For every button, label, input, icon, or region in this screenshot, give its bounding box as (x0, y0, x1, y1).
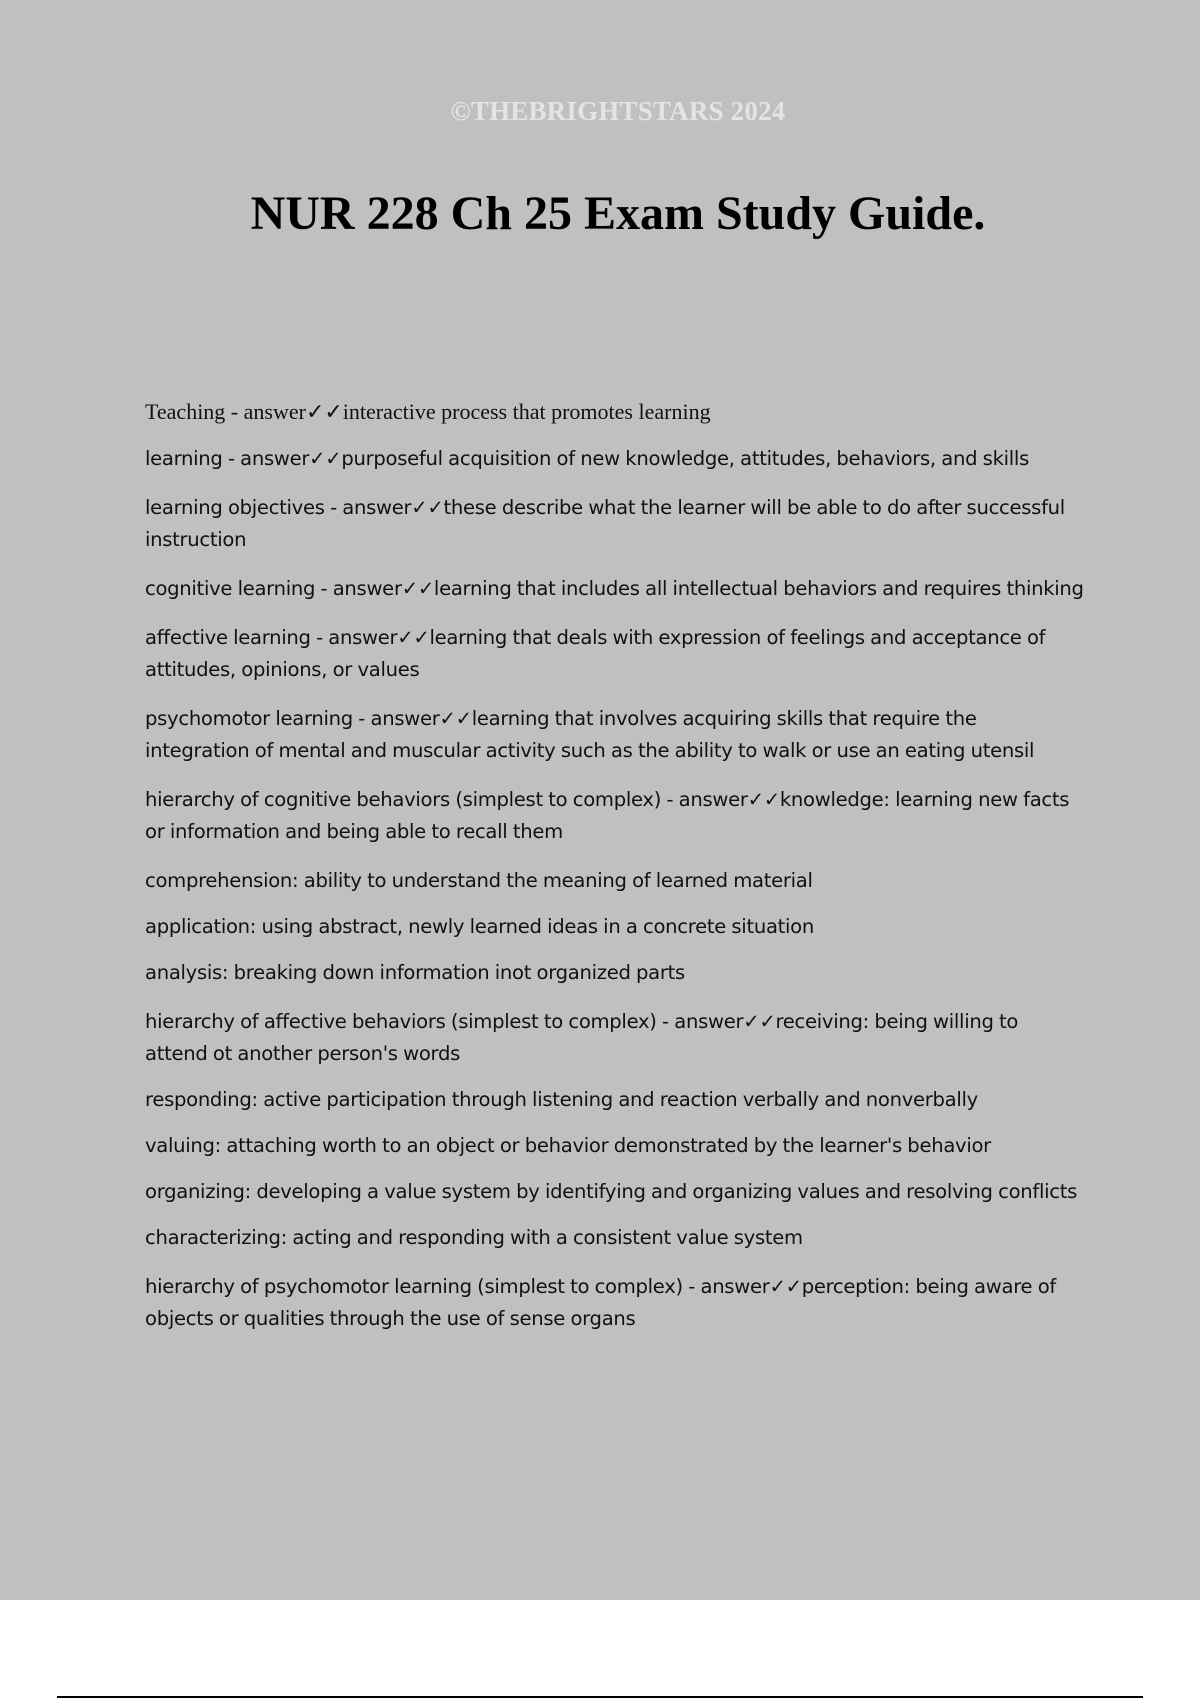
list-item: hierarchy of affective behaviors (simplest to complex) - answer✓✓receiving: being willing to attend ot another person's words (145, 1010, 1019, 1065)
list-item: psychomotor learning - answer✓✓learning that involves acquiring skills that require the integration of mental and muscular activity such as the ability to walk or use an eating utensil (145, 707, 1035, 762)
list-item: Teaching - answer✓✓interactive process that promotes learning (145, 399, 711, 424)
list-item: learning - answer✓✓purposeful acquisition of new knowledge, attitudes, behaviors, and skills (145, 447, 1029, 470)
list-item: cognitive learning - answer✓✓learning that includes all intellectual behaviors and requires thinking (145, 577, 1084, 600)
list-item: hierarchy of psychomotor learning (simplest to complex) - answer✓✓perception: being aware of objects or qualities through the use of sense organs (145, 1275, 1056, 1330)
study-guide-list (145, 396, 1085, 1352)
list-item: learning objectives - answer✓✓these describe what the learner will be able to do after successful instruction (145, 496, 1065, 551)
list-item: organizing: developing a value system by identifying and organizing values and resolving conflicts (145, 1180, 1078, 1203)
list-item: responding: active participation through listening and reaction verbally and nonverbally (145, 1088, 978, 1111)
copyright-watermark: ©THEBRIGHTSTARS 2024 (450, 96, 786, 126)
list-item: comprehension: ability to understand the meaning of learned material (145, 869, 813, 892)
list-item: hierarchy of cognitive behaviors (simplest to complex) - answer✓✓knowledge: learning new facts or information and being able to recall them (145, 788, 1070, 843)
list-item: characterizing: acting and responding with a consistent value system (145, 1226, 803, 1249)
footer-divider (57, 1696, 1143, 1698)
list-item: analysis: breaking down information inot organized parts (145, 961, 685, 984)
page-title: NUR 228 Ch 25 Exam Study Guide. (250, 187, 986, 240)
list-item: application: using abstract, newly learned ideas in a concrete situation (145, 915, 814, 938)
list-item: affective learning - answer✓✓learning that deals with expression of feelings and acceptance of attitudes, opinions, or values (145, 626, 1046, 681)
list-item: valuing: attaching worth to an object or behavior demonstrated by the learner's behavior (145, 1134, 991, 1157)
